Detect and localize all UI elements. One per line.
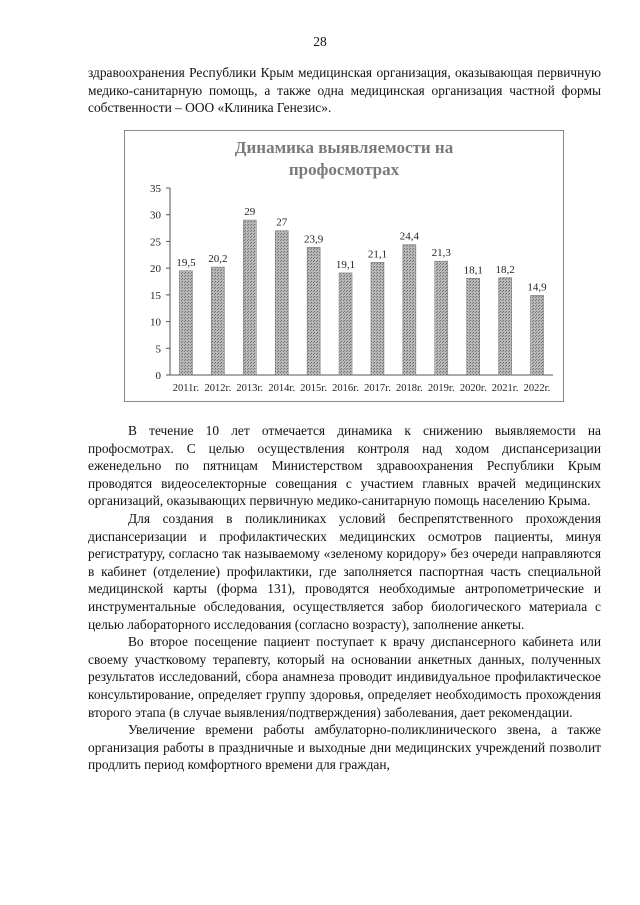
bar-2011г. bbox=[179, 271, 192, 375]
chart-bars bbox=[179, 220, 543, 375]
chart-data-labels bbox=[176, 206, 547, 293]
data-label: 27 bbox=[276, 216, 288, 229]
bar-chart bbox=[125, 131, 563, 401]
bar-2013г. bbox=[243, 220, 256, 375]
data-label: 21,1 bbox=[367, 248, 388, 261]
y-tick-label: 15 bbox=[150, 289, 161, 302]
data-label: 21,3 bbox=[431, 247, 451, 260]
body-text-block bbox=[88, 422, 601, 774]
chart-x-tick-labels bbox=[173, 383, 551, 394]
bar-2017г. bbox=[371, 262, 384, 375]
paragraph-2: Для создания в поликлиниках условий беспрепятственного прохождения диспансеризации и профилактических медицинских осмотров пациенты, минуя регистратуру, согласно так называемому «зеленому коридору» без очереди направляются в кабинет (отделение) профилактики, где заполняется паспортная часть специальной медицинской карты (форма 131), проводятся необходимые антропометрические и инструментальные обследования, осуществляется забор биологического материала с целью лабораторного исследования (согласно возрасту), заполнение анкеты. bbox=[88, 510, 601, 632]
data-label: 19,5 bbox=[176, 256, 196, 269]
chart-title-line-1: Динамика выявляемости на bbox=[234, 138, 454, 157]
bar-2014г. bbox=[275, 231, 288, 375]
y-tick-label: 35 bbox=[150, 183, 161, 195]
x-tick-label: 2016г. bbox=[332, 383, 359, 394]
paragraph-3: Во второе посещение пациент поступает к врачу диспансерного кабинета или своему участковому терапевту, который на основании анкетных данных, полученных результатов исследований, сбора анамнеза проводит индивидуальное профилактическое консультирование, определяет группу здоровья, определяет необходимость прохождения второго этапа (в случае выявления/подтверждения) заболевания, дает рекомендации. bbox=[88, 634, 601, 720]
intro-text-block bbox=[88, 64, 601, 117]
intro-paragraph: здравоохранения Республики Крым медицинская организация, оказывающая первичную медико-санитарную помощь, а также одна медицинская организация частной формы собственности – ООО «Клиника Генезис». bbox=[88, 65, 601, 116]
paragraph-4: Увеличение времени работы амбулаторно-поликлинического звена, а также организация работы в праздничные и выходные дни медицинских учреждений позволит продлить период комфортного времени для граждан, bbox=[88, 722, 601, 773]
x-tick-label: 2017г. bbox=[364, 383, 391, 394]
data-label: 18,2 bbox=[495, 263, 515, 276]
page-number: 28 bbox=[313, 34, 327, 49]
x-tick-label: 2015г. bbox=[300, 383, 327, 394]
chart-frame bbox=[124, 130, 564, 402]
x-tick-label: 2019г. bbox=[427, 383, 455, 394]
bar-2022г. bbox=[531, 295, 544, 375]
data-label: 23,9 bbox=[304, 233, 324, 246]
x-tick-label: 2020г. bbox=[459, 383, 487, 394]
y-tick-label: 0 bbox=[155, 370, 161, 382]
paragraph-1: В течение 10 лет отмечается динамика к снижению выявляемости на профосмотрах. С целью осуществления контроля над ходом диспансеризации еженедельно по пятницам Министерством здравоохранения Республики Крым проводятся видеоселекторные совещания с участием главных врачей медицинских организаций, оказывающих первичную медико-санитарную помощь населению Крыма. bbox=[88, 423, 601, 509]
data-label: 18,1 bbox=[463, 264, 483, 277]
x-tick-label: 2022г. bbox=[523, 383, 551, 394]
bar-2018г. bbox=[403, 245, 416, 375]
x-tick-label: 2013г. bbox=[236, 383, 264, 394]
data-label: 14,9 bbox=[527, 281, 547, 294]
y-tick-label: 5 bbox=[155, 343, 161, 356]
y-tick-label: 20 bbox=[150, 263, 161, 276]
bar-2012г. bbox=[211, 267, 224, 375]
bar-2019г. bbox=[435, 261, 448, 375]
bar-2015г. bbox=[307, 247, 320, 375]
bar-2021г. bbox=[499, 278, 512, 375]
data-label: 20,2 bbox=[208, 253, 228, 266]
x-tick-label: 2011г. bbox=[172, 383, 200, 394]
x-tick-label: 2014г. bbox=[268, 383, 296, 394]
x-tick-label: 2021г. bbox=[491, 383, 519, 394]
data-label: 19,1 bbox=[335, 258, 356, 271]
data-label: 29 bbox=[244, 206, 256, 219]
x-tick-label: 2012г. bbox=[204, 383, 232, 394]
y-tick-label: 10 bbox=[150, 316, 161, 329]
y-tick-label: 25 bbox=[150, 236, 161, 249]
x-tick-label: 2018г. bbox=[396, 383, 423, 394]
bar-2020г. bbox=[467, 278, 480, 375]
data-label: 24,4 bbox=[399, 230, 419, 243]
chart-title-line-2: профосмотрах bbox=[288, 160, 400, 179]
y-tick-label: 30 bbox=[150, 209, 161, 222]
bar-2016г. bbox=[339, 273, 352, 375]
